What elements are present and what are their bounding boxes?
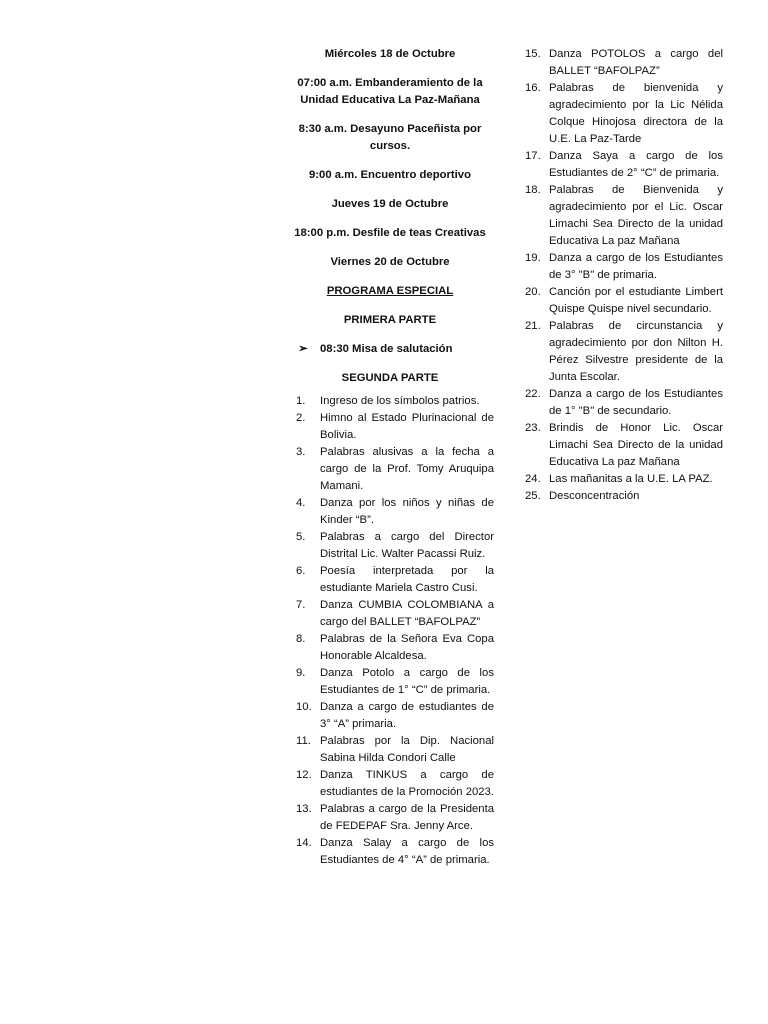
list-item-text: Danza por los niños y niñas de Kinder “B”. xyxy=(320,497,494,526)
list-item xyxy=(520,386,723,420)
program-title: PROGRAMA ESPECIAL xyxy=(326,285,454,297)
list-item xyxy=(286,801,494,835)
schedule-item-breakfast: 8:30 a.m. Desayuno Paceñista por cursos. xyxy=(298,123,482,152)
list-item-number: 10. xyxy=(296,701,312,713)
list-item xyxy=(520,420,723,471)
arrow-bullet-icon: ➢ xyxy=(298,343,308,355)
list-item xyxy=(286,733,494,767)
list-item xyxy=(520,46,723,80)
list-item xyxy=(520,80,723,148)
list-item-number: 19. xyxy=(525,252,541,264)
list-item-text: Brindis de Honor Lic. Oscar Limachi Sea Directo de la unidad Educativa La paz Mañana xyxy=(549,422,723,468)
list-item-number: 3. xyxy=(296,446,306,458)
list-item-number: 7. xyxy=(296,599,306,611)
day-heading-wednesday: Miércoles 18 de Octubre xyxy=(324,48,456,60)
list-item-text: Danza a cargo de los Estudiantes de 1° "B" de secundario. xyxy=(549,388,723,417)
list-item-text: Danza Saya a cargo de los Estudiantes de 2° “C” de primaria. xyxy=(549,150,723,179)
first-part-bullet xyxy=(286,341,494,358)
list-item xyxy=(520,250,723,284)
list-item-number: 8. xyxy=(296,633,306,645)
list-item-number: 14. xyxy=(296,837,312,849)
schedule-item-sports: 9:00 a.m. Encuentro deportivo xyxy=(309,169,471,181)
schedule-item-flag-ceremony: 07:00 a.m. Embanderamiento de la Unidad Educativa La Paz-Mañana xyxy=(297,77,483,106)
list-item-number: 23. xyxy=(525,422,541,434)
list-item-number: 13. xyxy=(296,803,312,815)
list-item-number: 22. xyxy=(525,388,541,400)
list-item xyxy=(520,284,723,318)
list-item-text: Danza TINKUS a cargo de estudiantes de la Promoción 2023. xyxy=(320,769,494,798)
list-item-text: Palabras por la Dip. Nacional Sabina Hilda Condori Calle xyxy=(320,735,494,764)
list-item xyxy=(286,699,494,733)
program-list-left xyxy=(286,393,494,869)
list-item xyxy=(286,495,494,529)
list-item xyxy=(520,182,723,250)
list-item-text: Poesía interpretada por la estudiante Mariela Castro Cusi. xyxy=(320,565,494,594)
list-item-number: 1. xyxy=(296,395,306,407)
list-item-number: 5. xyxy=(296,531,306,543)
list-item-number: 17. xyxy=(525,150,541,162)
list-item-number: 24. xyxy=(525,473,541,485)
list-item xyxy=(286,410,494,444)
list-item-text: Palabras a cargo de la Presidenta de FEDEPAF Sra. Jenny Arce. xyxy=(320,803,494,832)
list-item xyxy=(520,318,723,386)
list-item-text: Danza POTOLOS a cargo del BALLET “BAFOLPAZ” xyxy=(549,48,723,77)
list-item xyxy=(286,835,494,869)
right-column xyxy=(520,46,723,505)
list-item xyxy=(286,444,494,495)
list-item-number: 18. xyxy=(525,184,541,196)
list-item-number: 9. xyxy=(296,667,306,679)
list-item-number: 21. xyxy=(525,320,541,332)
list-item-number: 12. xyxy=(296,769,312,781)
list-item xyxy=(286,393,494,410)
list-item xyxy=(520,148,723,182)
list-item-text: Palabras de bienvenida y agradecimiento por la Lic Nélida Colque Hinojosa directora de la U.E. La Paz-Tarde xyxy=(549,82,723,145)
list-item-text: Ingreso de los símbolos patrios. xyxy=(320,395,480,407)
list-item xyxy=(286,631,494,665)
list-item-text: Palabras a cargo del Director Distrital Lic. Walter Pacassi Ruiz. xyxy=(320,531,494,560)
list-item-number: 11. xyxy=(296,735,311,747)
list-item-text: Danza a cargo de los Estudiantes de 3° "B" de primaria. xyxy=(549,252,723,281)
list-item-text: Palabras de Bienvenida y agradecimiento por el Lic. Oscar Limachi Sea Directo de la unidad Educativa La paz Mañana xyxy=(549,184,723,247)
list-item-text: Danza Salay a cargo de los Estudiantes de 4° “A” de primaria. xyxy=(320,837,494,866)
day-heading-friday: Viernes 20 de Octubre xyxy=(330,256,450,268)
list-item-number: 15. xyxy=(525,48,541,60)
list-item-number: 25. xyxy=(525,490,541,502)
list-item xyxy=(520,471,723,488)
list-item-number: 6. xyxy=(296,565,306,577)
first-part-heading: PRIMERA PARTE xyxy=(343,314,437,326)
list-item-text: Desconcentración xyxy=(549,490,640,502)
list-item xyxy=(286,529,494,563)
list-item-text: Palabras de la Señora Eva Copa Honorable Alcaldesa. xyxy=(320,633,494,662)
list-item-number: 20. xyxy=(525,286,541,298)
program-list-right xyxy=(520,46,723,505)
day-heading-thursday: Jueves 19 de Octubre xyxy=(331,198,449,210)
first-part-bullet-text: 08:30 Misa de salutación xyxy=(320,343,453,355)
list-item-text: Las mañanitas a la U.E. LA PAZ. xyxy=(549,473,713,485)
list-item-text: Palabras alusivas a la fecha a cargo de la Prof. Tomy Aruquipa Mamani. xyxy=(320,446,494,492)
list-item-text: Danza Potolo a cargo de los Estudiantes de 1° “C” de primaria. xyxy=(320,667,494,696)
list-item xyxy=(286,665,494,699)
second-part-heading: SEGUNDA PARTE xyxy=(341,372,439,384)
schedule-item-parade: 18:00 p.m. Desfile de teas Creativas xyxy=(294,227,486,239)
list-item-number: 16. xyxy=(525,82,541,94)
list-item-text: Canción por el estudiante Limbert Quispe Quispe nivel secundario. xyxy=(549,286,723,315)
list-item-text: Danza CUMBIA COLOMBIANA a cargo del BALLET “BAFOLPAZ” xyxy=(320,599,494,628)
list-item-text: Palabras de circunstancia y agradecimiento por don Nilton H. Pérez Silvestre presidente de la Junta Escolar. xyxy=(549,320,723,383)
list-item xyxy=(520,488,723,505)
list-item-number: 4. xyxy=(296,497,306,509)
list-item-text: Danza a cargo de estudiantes de 3° “A” primaria. xyxy=(320,701,494,730)
list-item-text: Himno al Estado Plurinacional de Bolivia. xyxy=(320,412,494,441)
list-item xyxy=(286,563,494,597)
list-item-number: 2. xyxy=(296,412,306,424)
list-item xyxy=(286,597,494,631)
left-column xyxy=(286,46,494,869)
list-item xyxy=(286,767,494,801)
